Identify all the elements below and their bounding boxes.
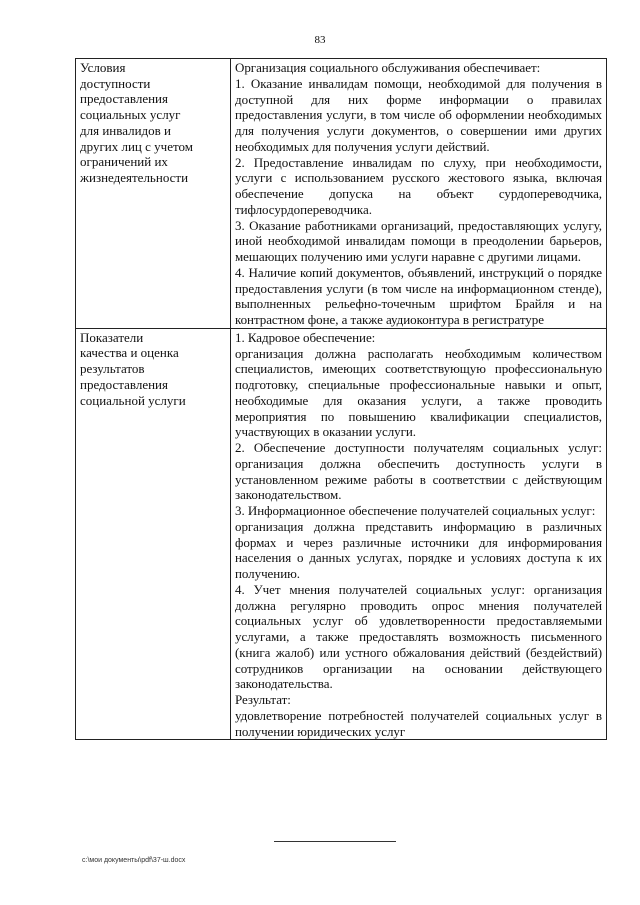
- row-content: 1. Кадровое обеспечение: организация должна располагать необходимым количеством специалистов, имеющих соответствующую профессиональную подготовку, специальные профессиональные навыки и опыт, необходимые для оказания услуги, а также проводить мероприятия по повышению квалификации специалистов, участвующих в оказании услуги. 2. Обеспечение доступности получателям социальных услуг: организация должна обеспечить доступность услуги в установленном режиме работы в соответствии с действующим законодательством. 3. Информационное обеспечение получателей социальных услуг: организация должна представить информацию в различных формах и через различные источники для информирования населения о данных услугах, порядке и условиях доступа к их получению. 4. Учет мнения получателей социальных услуг: организация должна регулярно проводить опрос мнения получателей социальных услуг об удовлетворенности предоставляемыми услугами, а также предоставлять возможность письменного (книга жалоб) или устного обжалования действий (бездействий) сотрудников организации на основании действующего законодательства. Результат: удовлетворение потребностей получателей социальных услуг в получении юридических услуг: [235, 329, 602, 739]
- table-cell-right: [231, 59, 607, 329]
- table-cell-left: [76, 59, 231, 329]
- table-cell-right: [231, 328, 607, 740]
- row-heading: Условия доступности предоставления социальных услуг для инвалидов и других лиц с учетом ограничений их жизнедеятельности: [80, 60, 193, 185]
- row-content: Организация социального обслуживания обеспечивает: 1. Оказание инвалидам помощи, необходимой для получения в доступной для них форме информации о правилах предоставления услуги, в том числе об оформлении необходимых для получения услуги документов, о совершении ими других необходимых для получения услуги действий. 2. Предоставление инвалидам по слуху, при необходимости, услуги с использованием русского жестового языка, включая обеспечение допуска на объект сурдопереводчика, тифлосурдопереводчика. 3. Оказание работниками организаций, предоставляющих услугу, иной необходимой инвалидам помощи в преодолении барьеров, мешающих получению ими услуги наравне с другими лицами. 4. Наличие копий документов, объявлений, инструкций о порядке предоставления услуги (в том числе на информационном стенде), выполненных рельефно-точечным шрифтом Брайля и на контрастном фоне, а также аудиоконтура в регистратуре: [235, 60, 602, 327]
- footnote-separator: [274, 841, 396, 842]
- row-heading: Показатели качества и оценка результатов предоставления социальной услуги: [80, 329, 186, 408]
- document-table: [75, 58, 607, 740]
- page-number: 83: [314, 34, 326, 46]
- table-row: [76, 328, 607, 740]
- table-row: [76, 59, 607, 329]
- footer-file-path: c:\мои документы\pdf\37-ш.docx: [82, 857, 186, 864]
- table-cell-left: [76, 328, 231, 740]
